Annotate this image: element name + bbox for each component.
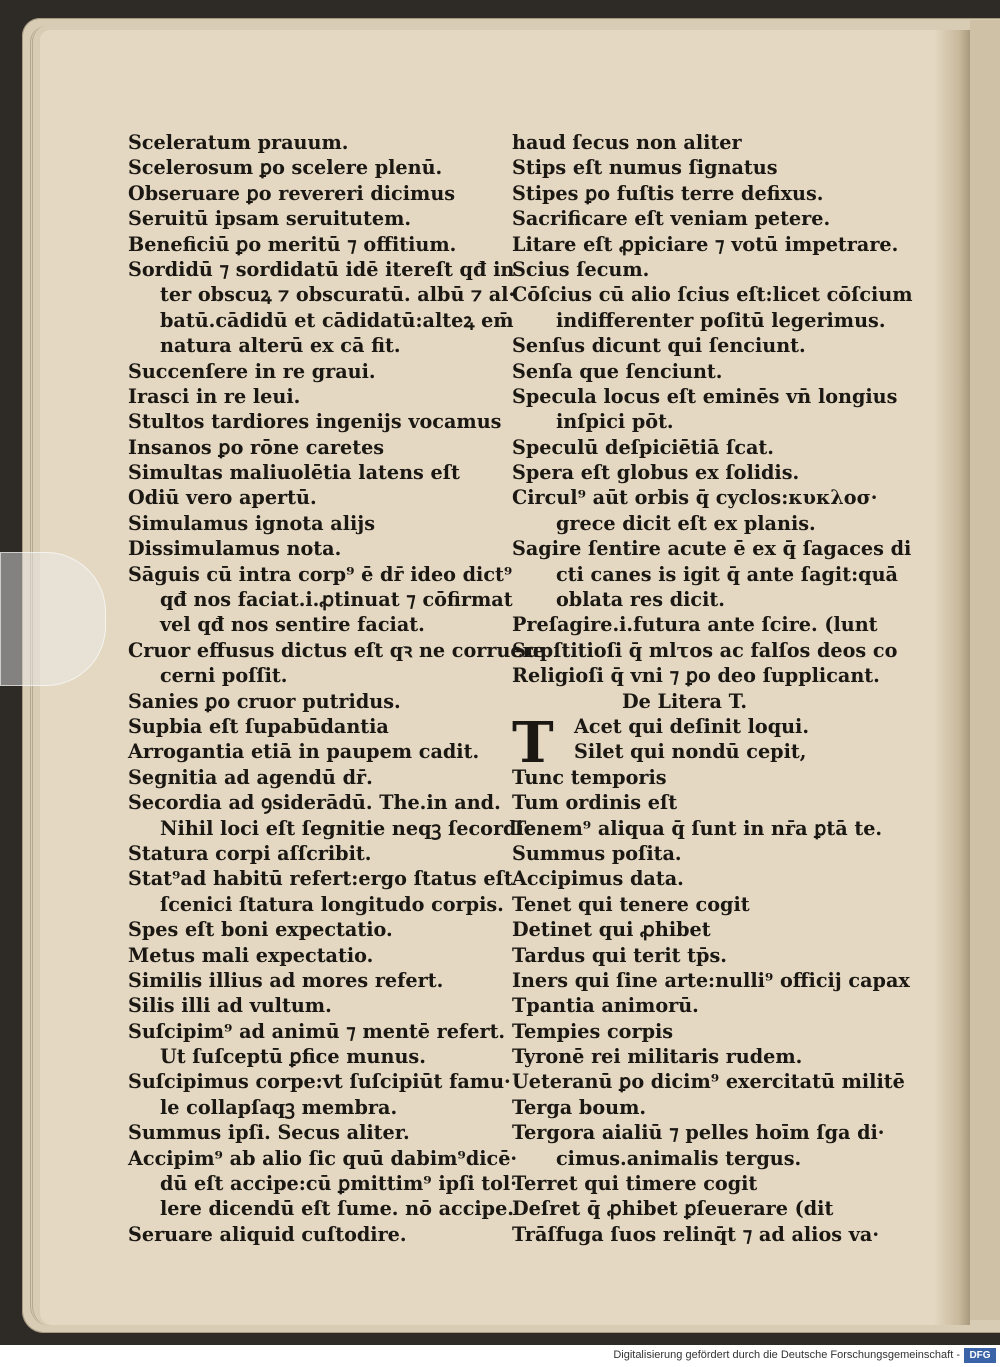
text-line: Religioſi q̄ vni ⁊ ꝑo deo ſupplicant. [512, 664, 880, 688]
text-line: Tunc temporis [512, 765, 667, 789]
text-line: ter obscuꝝ ⁊ obscuratū. albū ⁊ al· [160, 283, 516, 307]
text-line: Segnitia ad agendū dr̄. [128, 765, 373, 789]
text-line: Tenet qui tenere cogit [512, 892, 750, 916]
text-line: Tpantia animorū. [512, 994, 699, 1018]
text-line: Stips eſt numus ſignatus [512, 156, 778, 180]
text-line: Summus poſita. [512, 841, 682, 865]
text-line: Terga boum. [512, 1095, 647, 1119]
text-line: Statura corpi aſſcribit. [128, 841, 372, 865]
text-line: Tardus qui terit tp̄s. [512, 943, 727, 967]
text-line: Circul⁹ aūt orbis q̄ cyclos:κυκλοσ· [512, 486, 878, 510]
text-line: Accipim⁹ ab alio ſic quū dabim⁹dicē· [128, 1146, 518, 1170]
text-line: Stipes ꝑo fuſtis terre defixus. [512, 181, 824, 205]
text-line: Sordidū ⁊ sordidatū idē itereſt qđ in [128, 257, 515, 281]
text-line: dū eſt accipe:cū ꝑmittim⁹ ipſi tol· [160, 1172, 517, 1196]
text-line: Detinet qui ꝓhibet [512, 918, 711, 942]
right-text-column [512, 130, 912, 1247]
text-line: cerni poſſit. [160, 664, 288, 688]
text-line: Scelerosum ꝑo scelere plenū. [128, 156, 443, 180]
text-line: Ut ſuſceptū ꝑfice munus. [160, 1045, 426, 1069]
text-line: Speculū deſpiciētiā ſcat. [512, 435, 774, 459]
text-line: Tenem⁹ aliqua q̄ ſunt in nr̄a ꝑtā te. [512, 816, 883, 840]
text-line: ſcenici ſtatura longitudo corpis. [160, 892, 504, 916]
text-line: Suſcipimus corpe:vt ſuſcipiūt famu· [128, 1070, 511, 1094]
text-line: Scius ſecum. [512, 257, 650, 281]
text-line: Tum ordinis eſt [512, 791, 678, 815]
text-line: Odiū vero apertū. [128, 486, 317, 510]
text-line: Sagire ſentire acute ē ex q̄ ſagaces di [512, 537, 912, 561]
digitization-footer [0, 1345, 1000, 1367]
text-line: Preſagire.i.futura ante ſcire. (lunt [512, 613, 878, 637]
facing-page-edge [970, 20, 1000, 1320]
text-line: Supbia eſt ſupabūdantia [128, 714, 389, 738]
text-line: Sceleratum prauum. [128, 131, 349, 154]
text-line: Tergora aialiū ⁊ pelles hoīm ſga di· [512, 1121, 885, 1145]
text-line: Metus mali expectatio. [128, 943, 374, 967]
text-line: Simulamus ignota alijs [128, 511, 376, 535]
text-line: Accipimus data. [512, 867, 684, 891]
left-text-column [128, 130, 545, 1247]
text-line: Cōſcius cū alio ſcius eſt:licet cōſcium [512, 283, 913, 307]
text-line: Sacrificare eſt veniam petere. [512, 207, 831, 231]
page-clip [0, 552, 106, 686]
text-line: Dissimulamus nota. [128, 537, 342, 561]
text-line: Tempies corpis [512, 1019, 674, 1043]
text-line: Spes eſt boni expectatio. [128, 918, 393, 942]
text-line: De Litera T. [622, 689, 748, 713]
text-line: Ueteranū ꝑo dicim⁹ exercitatū militē [512, 1070, 905, 1094]
text-line: Obseruare ꝑo revereri dicimus [128, 181, 456, 205]
text-line: Seruare aliquid cuſtodire. [128, 1222, 407, 1246]
text-line: Arrogantia etiā in paupem cadit. [128, 740, 480, 764]
text-line: Irasci in re leui. [128, 384, 301, 408]
text-line: Sāguis cū intra corp⁹ ē dr̄ ideo dict⁹ [128, 562, 513, 586]
drop-cap-initial: T [512, 710, 554, 776]
dfg-logo: DFG [964, 1348, 996, 1363]
text-line: vel qđ nos sentire faciat. [160, 613, 425, 637]
text-line: Silet qui nondū cepit, [574, 740, 807, 764]
text-line: lere dicendū eſt ſume. nō accipe. [160, 1197, 514, 1221]
text-line: Supſtitioſi q̄ mlτos ac falſos deos co [512, 638, 898, 662]
text-line: Cruor effusus dictus eſt qꝛ ne corruere [128, 638, 545, 662]
text-line: natura alterū ex cā fit. [160, 334, 401, 358]
page-gutter [934, 30, 970, 1325]
text-line: Similis illius ad mores refert. [128, 968, 444, 992]
text-line: qđ nos faciat.i.ꝓtinuat ⁊ cōfirmat [160, 588, 513, 612]
text-line: batū.cādidū et cādidatū:alteꝝ em̄ [160, 308, 514, 332]
text-line: Suſcipim⁹ ad animū ⁊ mentē refert. [128, 1019, 506, 1043]
text-line: Litare eſt ꝓpiciare ⁊ votū impetrare. [512, 232, 899, 256]
text-line: Specula locus eſt eminēs vn̄ longius [512, 384, 898, 408]
text-line: haud ſecus non aliter [512, 131, 742, 154]
text-line: Trāſfuga ſuos relinq̄t ⁊ ad alios va· [512, 1222, 879, 1246]
text-line: Stultos tardiores ingenijs vocamus [128, 410, 502, 434]
text-line: Simultas maliuolētia latens eſt [128, 461, 460, 485]
funding-credit: Digitalisierung gefördert durch die Deutsche Forschungsgemeinschaft - [613, 1349, 960, 1361]
text-line: Senſus dicunt qui ſenciunt. [512, 334, 806, 358]
text-line: Tyronē rei militaris rudem. [512, 1045, 803, 1069]
text-line: indifferenter poſitū legerimus. [556, 308, 886, 332]
text-line: Senſa que ſenciunt. [512, 359, 723, 383]
text-line: Acet qui deſinit loqui. [574, 714, 810, 738]
text-line: Beneficiū ꝑo meritū ⁊ offitium. [128, 232, 457, 256]
text-line: Insanos ꝑo rōne caretes [128, 435, 385, 459]
text-line: inſpici pōt. [556, 410, 674, 434]
text-line: le collapſaqꝫ membra. [160, 1095, 398, 1119]
text-line: Silis illi ad vultum. [128, 994, 332, 1018]
text-line: Iners qui ſine arte:nulli⁹ officij capax [512, 968, 910, 992]
text-line: Succenſere in re graui. [128, 359, 376, 383]
text-line: Summus ipſi. Secus aliter. [128, 1121, 410, 1145]
text-line: cti canes is igit q̄ ante ſagit:quā [556, 562, 898, 586]
text-line: oblata res dicit. [556, 588, 725, 612]
text-line: Stat⁹ad habitū refert:ergo ſtatus eſt [128, 867, 513, 891]
text-line: grece dicit eſt ex planis. [556, 511, 816, 535]
text-line: Secordia ad ꝯsiderādū. The.in and. [128, 791, 501, 815]
text-line: Terret qui timere cogit [512, 1172, 758, 1196]
text-line: Sanies ꝑo cruor putridus. [128, 689, 401, 713]
text-line: cimus.animalis tergus. [556, 1146, 802, 1170]
text-line: Spera eſt globus ex ſolidis. [512, 461, 800, 485]
text-line: Nihil loci eſt ſegnitie neqꝫ ſecordie. [160, 816, 543, 840]
text-line: Deſret q̄ ꝓhibet ꝑſeuerare (dit [512, 1197, 834, 1221]
text-line: Seruitū ipsam seruitutem. [128, 207, 412, 231]
